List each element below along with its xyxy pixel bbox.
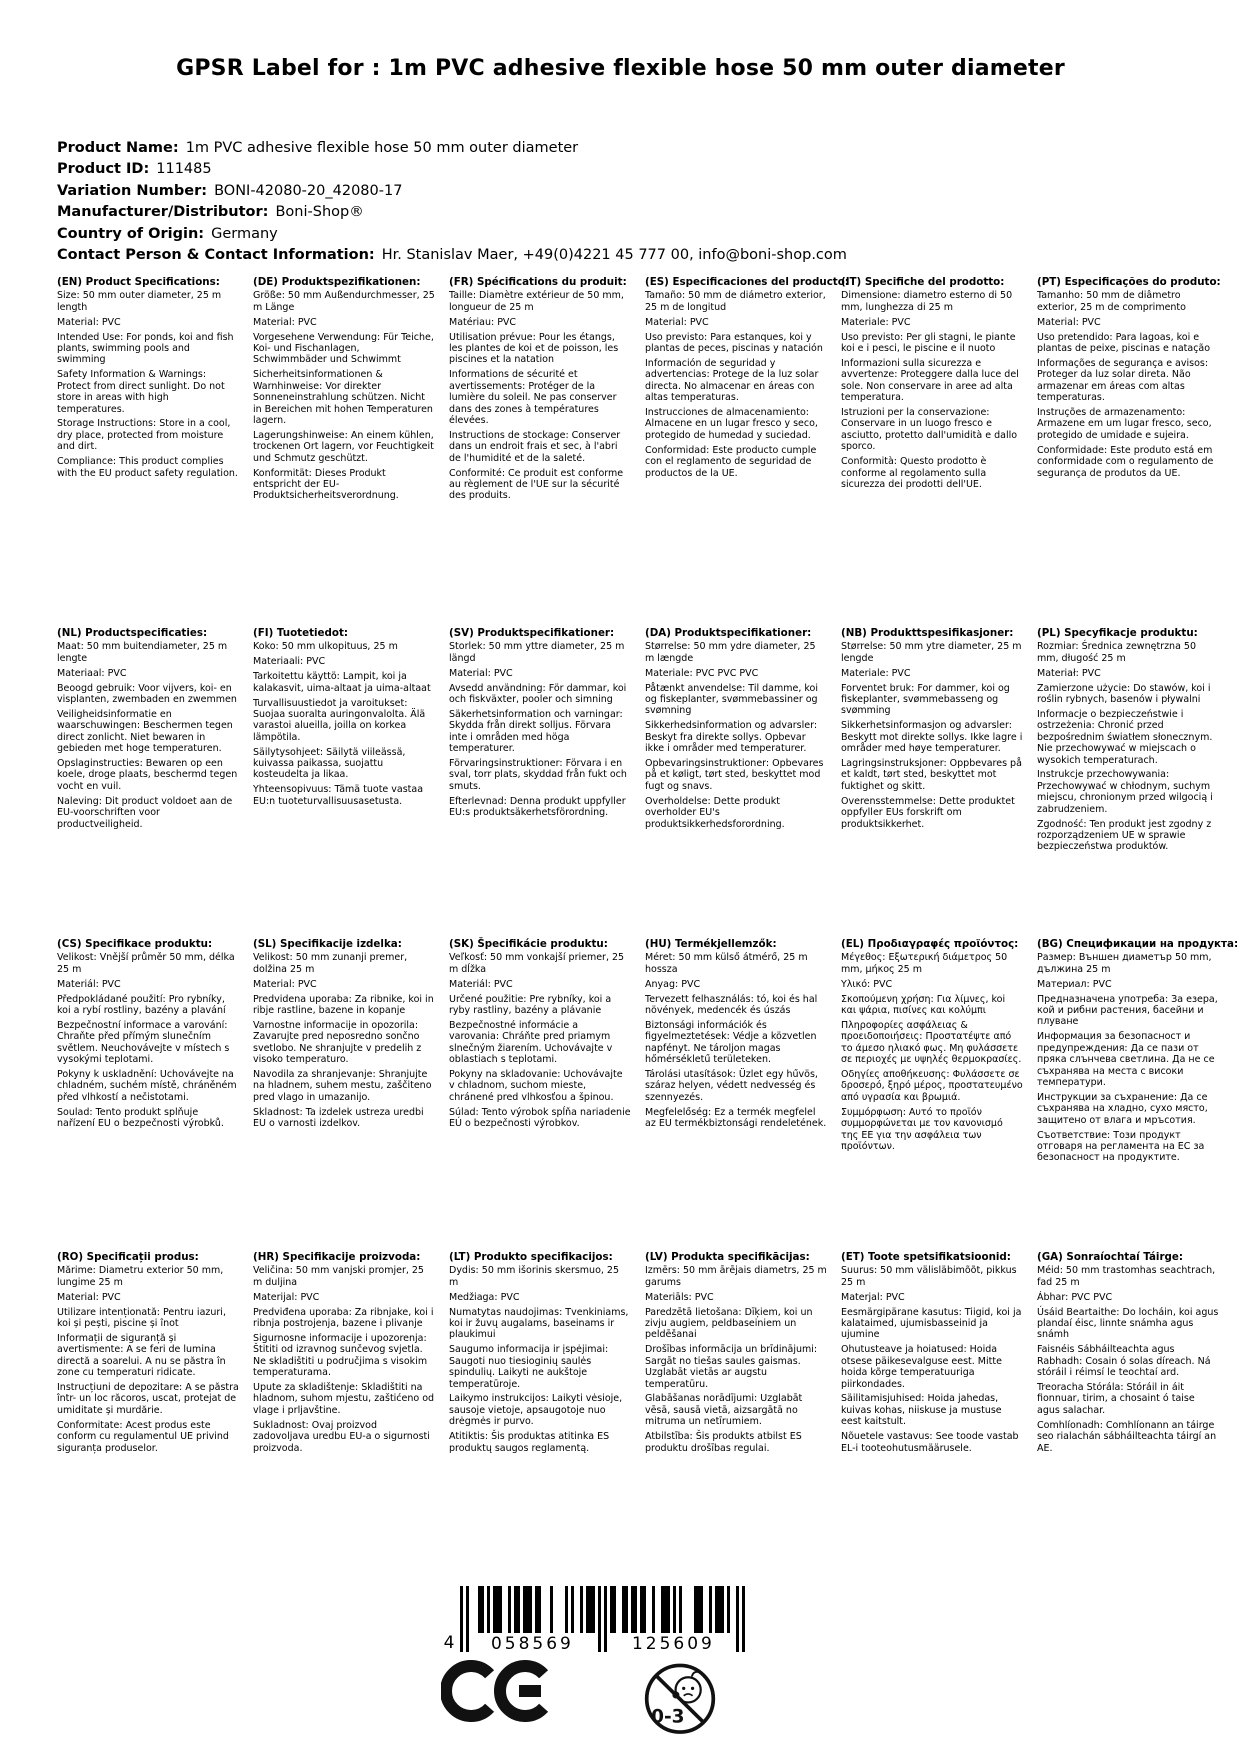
- spec-title: (ET) Toote spetsifikatsioonid:: [841, 1251, 1011, 1263]
- spec-paragraph: Opslaginstructies: Bewaren op een koele, droge plaats, beschermd tegen vocht en vuil.: [57, 758, 238, 792]
- spec-title: (SV) Produktspecifikationer:: [449, 627, 615, 639]
- spec-paragraph: Compliance: This product complies with the EU product safety regulation.: [57, 456, 238, 479]
- barcode-right-digits: 125609: [631, 1634, 715, 1654]
- spec-paragraph: Navodila za shranjevanje: Shranjujte na hladnem, suhem mestu, zaščiteno pred vlago in umazanijo.: [253, 1069, 432, 1103]
- spec-paragraph: Izmērs: 50 mm ārējais diametrs, 25 m garums: [645, 1265, 827, 1288]
- spec-paragraph: Material: PVC: [645, 316, 709, 328]
- spec-paragraph: Turvallisuustiedot ja varoitukset: Suojaa suoralta auringonvalolta. Älä varastoi alueilla, joilla on korkea lämpötila.: [253, 697, 426, 743]
- spec-paragraph: Instrucțiuni de depozitare: A se păstra într- un loc răcoros, uscat, protejat de umiditate și murdărie.: [57, 1382, 239, 1416]
- spec-title: (PT) Especificações do produto:: [1037, 276, 1221, 288]
- spec-paragraph: Dydis: 50 mm išorinis skersmuo, 25 m: [449, 1265, 620, 1288]
- spec-block-fi: [253, 628, 435, 939]
- spec-paragraph: Tamanho: 50 mm de diâmetro exterior, 25 m de comprimento: [1037, 290, 1186, 313]
- spec-paragraph: Predvidena uporaba: Za ribnike, koi in ribje rastline, bazene in kopanje: [253, 993, 434, 1017]
- spec-paragraph: Materiaali: PVC: [253, 656, 326, 668]
- spec-paragraph: Πληροφορίες ασφάλειας & προειδοποιήσεις: Προστατέψτε από το άμεσο ηλιακό φως. Μη φυλάσσετε σε περιοχές με υψηλές θερμοκρασίες.: [841, 1019, 1022, 1066]
- variation-number-value: BONI-42080-20_42080-17: [214, 182, 403, 199]
- spec-paragraph: Οδηγίες αποθήκευσης: Φυλάσσετε σε δροσερό, ξηρό μέρος, προστατευμένο από υγρασία και βρωμιά.: [841, 1069, 1023, 1103]
- spec-paragraph: Méid: 50 mm trastomhas seachtrach, fad 25 m: [1037, 1265, 1216, 1288]
- spec-paragraph: Forventet bruk: For dammer, koi og fiskeplanter, svømmebasseng og svømming: [841, 682, 1010, 717]
- spec-title: (EL) Προδιαγραφές προϊόντος:: [841, 938, 1019, 950]
- age-warning-0-3-icon: [643, 1660, 717, 1736]
- spec-paragraph: Overholdelse: Dette produkt overholder EU's produktsikkerhedsforordning.: [645, 795, 785, 830]
- variation-number-row: [57, 181, 847, 202]
- spec-block-lt: [449, 1252, 631, 1458]
- spec-paragraph: Sikkerhedsinformation og advarsler: Beskyt fra direkte sollys. Opbevar ikke i områder med temperaturer.: [645, 720, 818, 755]
- spec-paragraph: Información de seguridad y advertencias: Protege de la luz solar directa. No almacenar en áreas con altas temperaturas.: [645, 357, 819, 404]
- spec-title: (PL) Specyfikacje produktu:: [1037, 627, 1198, 639]
- spec-paragraph: Soulad: Tento produkt splňuje nařízení EU o bezpečnosti výrobků.: [57, 1106, 224, 1130]
- spec-paragraph: Informacje o bezpieczeństwie i ostrzeżenia: Chronić przed bezpośrednim światłem słonecznym. Nie przechowywać w miejscach o wysokich temperaturach.: [1037, 708, 1213, 766]
- spec-paragraph: Yhteensopivuus: Tämä tuote vastaa EU:n tuoteturvallisuusasetusta.: [253, 784, 424, 807]
- ce-mark-icon: [441, 1660, 551, 1722]
- spec-title: (EN) Product Specifications:: [57, 276, 220, 288]
- contact-label: Contact Person & Contact Information:: [57, 247, 375, 264]
- contact-value: Hr. Stanislav Maer, +49(0)4221 45 777 00, info@boni-shop.com: [381, 247, 847, 264]
- spec-paragraph: Megfelelőség: Ez a termék megfelel az EU termékbiztonsági rendeletének.: [645, 1106, 827, 1130]
- barcode-bars-area: [460, 1586, 745, 1652]
- spec-paragraph: Atitiktis: Šis produktas atitinka ES produktų saugos reglamentą.: [449, 1431, 610, 1454]
- spec-paragraph: Ohutusteave ja hoiatused: Hoida otsese päikesevalguse eest. Mitte hoida kõrge temperatuuriga piirkondades.: [841, 1344, 1002, 1390]
- age-warning-label: 0-3: [650, 1706, 685, 1728]
- spec-paragraph: Upute za skladištenje: Skladištiti na hladnom, suhom mjestu, zaštićeno od vlage i prljavštine.: [253, 1382, 435, 1416]
- spec-title: (LV) Produkta specifikācijas:: [645, 1251, 810, 1263]
- certification-symbols: [441, 1660, 717, 1736]
- spec-paragraph: Informações de segurança e avisos: Proteger da luz solar direta. Não armazenar em áreas com altas temperaturas.: [1037, 357, 1209, 404]
- spec-paragraph: Ábhar: PVC PVC: [1037, 1291, 1113, 1303]
- variation-number-label: Variation Number:: [57, 182, 208, 199]
- spec-paragraph: Tarkoitettu käyttö: Lampit, koi ja kalakasvit, uima-altaat ja uima-altaat: [253, 671, 431, 694]
- spec-paragraph: Istruzioni per la conservazione: Conservare in un luogo fresco e asciutto, protetto dall'umidità e dallo sporco.: [841, 407, 1018, 453]
- spec-title: (BG) Спецификации на продукта:: [1037, 938, 1239, 950]
- spec-title: (DA) Produktspecifikationer:: [645, 627, 812, 639]
- spec-paragraph: Lagringsinstruksjoner: Oppbevares på et kaldt, tørt sted, beskyttet mot fuktighet og skitt.: [841, 758, 1022, 792]
- spec-paragraph: Veľkosť: 50 mm vonkajší priemer, 25 m dĺžka: [449, 952, 625, 975]
- spec-paragraph: Lagerungshinweise: An einem kühlen, trockenen Ort lagern, vor Feuchtigkeit und Schmutz geschützt.: [253, 429, 434, 464]
- spec-paragraph: Naleving: Dit product voldoet aan de EU-voorschriften voor productveiligheid.: [57, 795, 233, 830]
- spec-block-it: [841, 277, 1023, 628]
- spec-title: (RO) Specificații produs:: [57, 1251, 199, 1263]
- spec-paragraph: Overensstemmelse: Dette produktet oppfyller EUs forskrift om produktsikkerhet.: [841, 795, 1015, 830]
- spec-paragraph: Σκοπούμενη χρήση: Για λίμνες, koi και ψάρια, πισίνες και κολύμπι: [841, 993, 1006, 1017]
- spec-paragraph: Koko: 50 mm ulkopituus, 25 m: [253, 641, 398, 653]
- spec-paragraph: Съответствие: Този продукт отговаря на регламента на ЕС за безопасност на продуктите.: [1037, 1129, 1205, 1164]
- barcode-prefix-digit: 4: [443, 1633, 455, 1653]
- spec-block-fr: [449, 277, 631, 628]
- spec-paragraph: Comhlíonadh: Comhlíonann an táirge seo rialachán sábháilteachta táirgí an AE.: [1037, 1419, 1217, 1454]
- spec-block-da: [645, 628, 827, 939]
- spec-paragraph: Informations de sécurité et avertissements: Protéger de la lumière du soleil. Ne pas conserver dans des zones à températures élevées.: [449, 369, 617, 426]
- spec-paragraph: Safety Information & Warnings: Protect from direct sunlight. Do not store in areas with high temperatures.: [57, 369, 225, 415]
- spec-paragraph: Taille: Diamètre extérieur de 50 mm, longueur de 25 m: [449, 290, 624, 313]
- spec-paragraph: Uso previsto: Per gli stagni, le piante koi e i pesci, le piscine e il nuoto: [841, 331, 1016, 355]
- spec-paragraph: Storlek: 50 mm yttre diameter, 25 m längd: [449, 641, 625, 664]
- spec-paragraph: Saugumo informacija ir įspėjimai: Saugoti nuo tiesioginių saulės spindulių. Laikyti ne aukštoje temperatūroje.: [449, 1344, 609, 1390]
- spec-block-ga: [1037, 1252, 1219, 1458]
- spec-paragraph: Materijal: PVC: [253, 1291, 320, 1303]
- product-name-label: Product Name:: [57, 140, 179, 156]
- spec-paragraph: Material: PVC: [57, 316, 121, 328]
- spec-paragraph: Bezpečnostné informácie a varovania: Chráňte pred priamym slnečným žiarením. Uchovávajte v oblastiach s teplotami.: [449, 1019, 613, 1066]
- spec-block-lv: [645, 1252, 827, 1458]
- spec-title: (LT) Produkto specifikacijos:: [449, 1251, 613, 1263]
- spec-paragraph: Glabāšanas norādījumi: Uzglabāt vēsā, sausā vietā, aizsargātā no mitruma un netīrumiem.: [645, 1393, 803, 1428]
- spec-title: (DE) Produktspezifikationen:: [253, 276, 421, 288]
- spec-paragraph: Sicherheitsinformationen & Warnhinweise: Vor direkter Sonneneinstrahlung schützen. Nicht in Bereichen mit hohen Temperaturen lagern.: [253, 369, 433, 426]
- spec-paragraph: Størrelse: 50 mm ydre diameter, 25 m længde: [645, 641, 816, 664]
- spec-block-en: [57, 277, 239, 628]
- spec-paragraph: Varnostne informacije in opozorila: Zavarujte pred neposredno sončno svetlobo. Ne shranjujte v predelih z visoko temperaturo.: [253, 1019, 422, 1066]
- spec-paragraph: Suurus: 50 mm välisläbimõõt, pikkus 25 m: [841, 1265, 1017, 1288]
- spec-paragraph: Předpokládané použití: Pro rybníky, koi a rybí rostliny, bazény a plavání: [57, 993, 226, 1017]
- spec-paragraph: Úsáid Beartaithe: Do locháin, koi agus plandaí éisc, linnte snámha agus snámh: [1037, 1306, 1219, 1341]
- spec-paragraph: Materiał: PVC: [1037, 667, 1101, 679]
- spec-block-sk: [449, 939, 631, 1252]
- product-id-row: [57, 159, 847, 180]
- spec-paragraph: Säilytysohjeet: Säilytä viileässä, kuivassa paikassa, suojattu kosteudelta ja likaa.: [253, 746, 406, 781]
- spec-paragraph: Vorgesehene Verwendung: Für Teiche, Koi- und Fischanlagen, Schwimmbäder und Schwimmt: [253, 331, 434, 366]
- spec-paragraph: Atbilstība: Šis produkts atbilst ES produktu drošības regulai.: [645, 1431, 802, 1454]
- spec-title: (ES) Especificaciones del producto:: [645, 276, 849, 288]
- spec-paragraph: Matériau: PVC: [449, 316, 517, 328]
- spec-paragraph: Uso previsto: Para estanques, koi y plantas de peces, piscinas y natación: [645, 331, 823, 355]
- ean-barcode: [444, 1586, 746, 1652]
- spec-paragraph: Konformität: Dieses Produkt entspricht der EU-Produktsicherheitsverordnung.: [253, 467, 399, 502]
- spec-paragraph: Opbevaringsinstruktioner: Opbevares på et køligt, tørt sted, beskyttet mod fugt og snavs.: [645, 758, 824, 792]
- spec-paragraph: Bezpečnostní informace a varování: Chraňte před přímým slunečním světlem. Neuchovávejte v místech s vysokými teplotami.: [57, 1019, 230, 1066]
- spec-paragraph: Instructions de stockage: Conserver dans un endroit frais et sec, à l'abri de l'humidité et de la saleté.: [449, 429, 621, 464]
- spec-paragraph: Tervezett felhasználás: tó, koi és hal növények, medencék és úszás: [645, 993, 818, 1017]
- manufacturer-label: Manufacturer/Distributor:: [57, 204, 269, 221]
- spec-block-nl: [57, 628, 239, 939]
- spec-block-cs: [57, 939, 239, 1252]
- spec-paragraph: Drošības informācija un brīdinājumi: Sargāt no tiešas saules gaismas. Uzglabāt vietās ar augstu temperatūru.: [645, 1344, 818, 1390]
- spec-title: (FI) Tuotetiedot:: [253, 627, 348, 639]
- spec-paragraph: Material: PVC: [1037, 316, 1101, 328]
- spec-paragraph: Materjal: PVC: [841, 1291, 905, 1303]
- spec-paragraph: Pokyny na skladovanie: Uchovávajte v chladnom, suchom mieste, chránené pred vlhkosťou a špinou.: [449, 1069, 623, 1103]
- product-name-row: [57, 138, 847, 159]
- spec-paragraph: Size: 50 mm outer diameter, 25 m length: [57, 290, 222, 313]
- spec-paragraph: Conformitate: Acest produs este conform cu regulamentul UE privind siguranța produselor.: [57, 1419, 229, 1454]
- spec-paragraph: Veličina: 50 mm vanjski promjer, 25 m duljina: [253, 1265, 424, 1288]
- spec-paragraph: Treoracha Stórála: Stóráil in áit fionnuar, tirim, a chosaint ó taise agus salachar.: [1037, 1382, 1195, 1416]
- language-specs-grid: [57, 276, 1239, 1458]
- contact-row: [57, 245, 847, 266]
- spec-paragraph: Zgodność: Ten produkt jest zgodny z rozporządzeniem UE w sprawie bezpieczeństwa produktów.: [1037, 818, 1212, 853]
- spec-paragraph: Utilisation prévue: Pour les étangs, les plantes de koi et de poisson, les piscines et la natation: [449, 331, 619, 366]
- spec-paragraph: Zamierzone użycie: Do stawów, koi i roślin rybnych, basenów i pływalni: [1037, 682, 1211, 706]
- spec-paragraph: Beoogd gebruik: Voor vijvers, koi- en visplanten, zwembaden en zwemmen: [57, 682, 237, 706]
- spec-paragraph: Paredzētā lietošana: Dīķiem, koi un zivju augiem, peldbaseiniem un peldēšanai: [645, 1306, 813, 1341]
- spec-title: (SL) Specifikacije izdelka:: [253, 938, 402, 950]
- footer: [0, 1586, 1241, 1736]
- spec-paragraph: Medžiaga: PVC: [449, 1291, 520, 1303]
- spec-title: (CS) Specifikace produktu:: [57, 938, 213, 950]
- spec-paragraph: Påtænkt anvendelse: Til damme, koi og fiskeplanter, svømmebassiner og svømning: [645, 682, 818, 717]
- spec-paragraph: Säkerhetsinformation och varningar: Skydda från direkt solljus. Förvara inte i områden med höga temperaturer.: [449, 708, 623, 755]
- manufacturer-row: [57, 202, 847, 223]
- spec-paragraph: Инструкции за съхранение: Да се съхранява на хладно, сухо място, защитено от влага и мръсотия.: [1037, 1091, 1208, 1126]
- spec-paragraph: Rozmiar: Średnica zewnętrzna 50 mm, długość 25 m: [1037, 641, 1197, 664]
- spec-paragraph: Mărime: Diametru exterior 50 mm, lungime 25 m: [57, 1265, 224, 1288]
- spec-paragraph: Material: PVC: [253, 978, 317, 990]
- spec-title: (HR) Specifikacije proizvoda:: [253, 1251, 421, 1263]
- spec-paragraph: Størrelse: 50 mm ytre diameter, 25 m lengde: [841, 641, 1022, 664]
- spec-paragraph: Avsedd användning: För dammar, koi och fiskväxter, pooler och simning: [449, 682, 627, 706]
- spec-paragraph: Súlad: Tento výrobok spĺňa nariadenie EÚ o bezpečnosti výrobkov.: [449, 1106, 631, 1130]
- spec-paragraph: Размер: Външен диаметър 50 mm, дължина 25 m: [1037, 952, 1212, 975]
- spec-paragraph: Uso pretendido: Para lagoas, koi e plantas de peixe, piscinas e natação: [1037, 331, 1211, 355]
- spec-title: (IT) Specifiche del prodotto:: [841, 276, 1005, 288]
- spec-paragraph: Informații de siguranță și avertismente: A se feri de lumina directă a soarelui. A nu se păstra în zone cu temperaturi ridicate.: [57, 1332, 226, 1379]
- spec-paragraph: Velikost: 50 mm zunanji premer, dolžina 25 m: [253, 952, 408, 975]
- spec-paragraph: Sigurnosne informacije i upozorenja: Štititi od izravnog sunčevog svjetla. Ne skladištiti u područjima s visokim temperaturama.: [253, 1332, 428, 1379]
- spec-paragraph: Информация за безопасност и предупреждения: Да се пази от пряка слънчева светлина. Да не се съхранява на места с високи температури.: [1037, 1031, 1215, 1088]
- spec-paragraph: Instrucciones de almacenamiento: Almacene en un lugar fresco y seco, protegido de humedad y suciedad.: [645, 407, 818, 441]
- spec-paragraph: Tárolási utasítások: Üzlet egy hűvös, száraz helyen, védett nedvesség és szennyezés.: [645, 1069, 818, 1103]
- spec-paragraph: Υλικό: PVC: [841, 978, 893, 990]
- spec-paragraph: Größe: 50 mm Außendurchmesser, 25 m Länge: [253, 290, 435, 313]
- spec-title: (GA) Sonraíochtaí Táirge:: [1037, 1251, 1184, 1263]
- spec-paragraph: Pokyny k uskladnění: Uchovávejte na chladném, suchém místě, chráněném před vlhkostí a nečistotami.: [57, 1069, 237, 1103]
- spec-paragraph: Conformità: Questo prodotto è conforme al regolamento sulla sicurezza dei prodotti dell'UE.: [841, 456, 987, 490]
- spec-paragraph: Tamaño: 50 mm de diámetro exterior, 25 m de longitud: [645, 290, 826, 313]
- spec-block-bg: [1037, 938, 1239, 1252]
- spec-paragraph: Materiāls: PVC: [645, 1291, 714, 1303]
- spec-block-sv: [449, 628, 631, 939]
- spec-title: (NL) Productspecificaties:: [57, 627, 208, 639]
- spec-paragraph: Предназначена употреба: За езера, кой и рибни растения, басейни и плуване: [1037, 993, 1218, 1028]
- spec-paragraph: Numatytas naudojimas: Tvenkiniams, koi ir žuvų augalams, baseinams ir plaukimui: [449, 1306, 629, 1341]
- spec-paragraph: Maat: 50 mm buitendiameter, 25 m lengte: [57, 641, 228, 664]
- spec-title: (HU) Termékjellemzők:: [645, 938, 777, 950]
- page-title: GPSR Label for : 1m PVC adhesive flexible hose 50 mm outer diameter: [176, 56, 1065, 81]
- spec-paragraph: Förvaringsinstruktioner: Förvara i en sval, torr plats, skyddad från fukt och smuts.: [449, 758, 627, 792]
- spec-paragraph: Materiale: PVC: [841, 316, 911, 328]
- spec-paragraph: Instruções de armazenamento: Armazene em um lugar fresco, seco, protegido de umidade e sujeira.: [1037, 407, 1212, 441]
- product-id-label: Product ID:: [57, 161, 150, 178]
- spec-paragraph: Material: PVC: [57, 1291, 121, 1303]
- spec-paragraph: Instrukcje przechowywania: Przechowywać w chłodnym, suchym miejscu, chronionym przed wilgocią i zabrudzeniem.: [1037, 769, 1213, 815]
- spec-paragraph: Säilitamisjuhised: Hoida jahedas, kuivas kohas, niiskuse ja mustuse eest kaitstult.: [841, 1393, 1002, 1428]
- spec-paragraph: Materiál: PVC: [449, 978, 513, 990]
- spec-paragraph: Material: PVC: [449, 667, 513, 679]
- spec-paragraph: Materiale: PVC: [841, 667, 911, 679]
- spec-paragraph: Συμμόρφωση: Αυτό το προϊόν συμμορφώνεται με τον κανονισμό της ΕΕ για την ασφάλεια των προϊόντων.: [841, 1106, 1003, 1152]
- spec-paragraph: Conformidade: Este produto está em conformidade com o regulamento de segurança de produtos da UE.: [1037, 444, 1214, 479]
- spec-paragraph: Material: PVC: [253, 316, 317, 328]
- spec-paragraph: Conformidad: Este producto cumple con el reglamento de seguridad de productos de la UE.: [645, 444, 817, 479]
- country-of-origin-label: Country of Origin:: [57, 225, 205, 242]
- spec-paragraph: Veiligheidsinformatie en waarschuwingen: Beschermen tegen direct zonlicht. Niet bewaren in gebieden met hoge temperaturen.: [57, 708, 233, 755]
- spec-paragraph: Informazioni sulla sicurezza e avvertenze: Proteggere dalla luce del sole. Non conservare in aree ad alta temperatura.: [841, 357, 1019, 404]
- spec-paragraph: Efterlevnad: Denna produkt uppfyller EU:s produktsäkerhetsförordning.: [449, 795, 626, 819]
- spec-title: (NB) Produkttspesifikasjoner:: [841, 627, 1014, 639]
- manufacturer-value: Boni-Shop®: [275, 204, 364, 221]
- spec-paragraph: Материал: PVC: [1037, 978, 1112, 990]
- spec-block-nb: [841, 628, 1023, 939]
- spec-block-ro: [57, 1252, 239, 1458]
- spec-paragraph: Eesmärgipärane kasutus: Tiigid, koi ja kalataimed, ujumisbasseinid ja ujumine: [841, 1306, 1022, 1341]
- spec-paragraph: Anyag: PVC: [645, 978, 701, 990]
- spec-title: (FR) Spécifications du produit:: [449, 276, 627, 288]
- spec-paragraph: Určené použitie: Pre rybníky, koi a ryby rastliny, bazény a plávanie: [449, 993, 612, 1017]
- spec-paragraph: Méret: 50 mm külső átmérő, 25 m hossza: [645, 952, 808, 975]
- country-of-origin-value: Germany: [211, 225, 278, 242]
- spec-paragraph: Laikymo instrukcijos: Laikyti vėsioje, sausoje vietoje, apsaugotoje nuo drėgmės ir purvo.: [449, 1393, 623, 1428]
- barcode-left-digits: 058569: [490, 1634, 574, 1654]
- spec-block-pt: [1037, 277, 1219, 628]
- spec-block-de: [253, 277, 435, 628]
- spec-block-pl: [1037, 628, 1219, 939]
- spec-paragraph: Sukladnost: Ovaj proizvod zadovoljava uredbu EU-a o sigurnosti proizvoda.: [253, 1419, 430, 1454]
- spec-block-hr: [253, 1252, 435, 1458]
- spec-paragraph: Storage Instructions: Store in a cool, dry place, protected from moisture and dirt.: [57, 418, 231, 453]
- spec-paragraph: Dimensione: diametro esterno di 50 mm, lunghezza di 25 m: [841, 290, 1013, 313]
- spec-paragraph: Sikkerhetsinformasjon og advarsler: Beskytt mot direkte sollys. Ikke lagre i områder med høye temperaturer.: [841, 720, 1023, 755]
- country-of-origin-row: [57, 224, 847, 245]
- spec-paragraph: Materiál: PVC: [57, 978, 121, 990]
- spec-paragraph: Materiaal: PVC: [57, 667, 127, 679]
- spec-block-es: [645, 276, 849, 628]
- spec-block-et: [841, 1252, 1023, 1458]
- spec-paragraph: Μέγεθος: Εξωτερική διάμετρος 50 mm, μήκος 25 m: [841, 952, 1008, 975]
- spec-title: (SK) Špecifikácie produktu:: [449, 938, 608, 950]
- barcode-bar: [742, 1586, 745, 1652]
- spec-paragraph: Nõuetele vastavus: See toode vastab EL-i tooteohutusmäärusele.: [841, 1431, 1019, 1454]
- spec-paragraph: Faisnéis Sábháilteachta agus Rabhadh: Cosain ó solas díreach. Ná stóráil i réimsí le teochtaí ard.: [1037, 1344, 1211, 1379]
- spec-block-hu: [645, 939, 827, 1252]
- spec-paragraph: Utilizare intenționată: Pentru iazuri, koi și pești, piscine și înot: [57, 1306, 226, 1330]
- spec-paragraph: Skladnost: Ta izdelek ustreza uredbi EU o varnosti izdelkov.: [253, 1106, 424, 1130]
- spec-block-sl: [253, 939, 435, 1252]
- product-name-value: 1m PVC adhesive flexible hose 50 mm outer diameter: [185, 140, 579, 156]
- spec-block-el: [841, 939, 1023, 1252]
- spec-paragraph: Conformité: Ce produit est conforme au règlement de l'UE sur la sécurité des produits.: [449, 467, 624, 502]
- spec-paragraph: Intended Use: For ponds, koi and fish plants, swimming pools and swimming: [57, 331, 234, 366]
- spec-paragraph: Velikost: Vnější průměr 50 mm, délka 25 m: [57, 952, 235, 975]
- product-id-value: 111485: [156, 161, 212, 178]
- spec-paragraph: Biztonsági információk és figyelmeztetések: Védje a közvetlen napfényt. Ne tároljon magas hőmérsékletű területeken.: [645, 1019, 817, 1066]
- product-info: [57, 138, 847, 266]
- spec-paragraph: Predviđena uporaba: Za ribnjake, koi i ribnja postrojenja, bazene i plivanje: [253, 1306, 434, 1330]
- spec-paragraph: Materiale: PVC PVC PVC: [645, 667, 759, 679]
